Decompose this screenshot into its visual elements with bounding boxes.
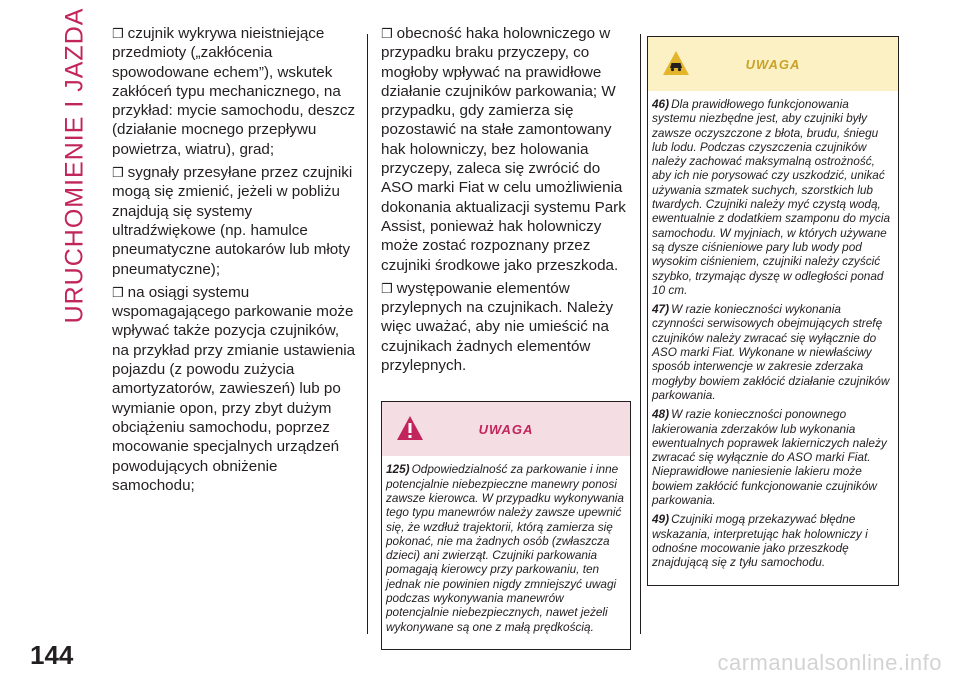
checkbox-bullet-icon: ❒ (381, 280, 393, 296)
warning-note: 125) Odpowiedzialność za parkowanie i inne potencjalnie niebezpieczne manewry ponosi zawsze kierowca. W przypadku wykonywania tego typu manewrów należy zawsze upewnić się, że wzdłuż trajektorii, którą zamierza się pokonać, nie ma żadnych osób (zwłaszcza dzieci) ani zwierząt. Czujniki parkowania pomagają kierowcy przy parkowaniu, ten jednak nie powinien nigdy zmniejszyć uwagi podczas wykonywania manewrów potencjalnie niebezpiecznych, nawet jeżeli wykonywane są one z małą prędkością. (386, 462, 624, 634)
warning-note: 47) W razie konieczności wykonania czynności serwisowych obejmujących strefę czujników należy zwracać się wyłącznie do ASO marki Fiat. Wykonane w niewłaściwy sposób interwencje w zakresie zderzaka mogłyby bowiem zakłócić działanie czujników parkowania. (652, 302, 890, 402)
warning-header (648, 37, 898, 91)
car-skid-warning-icon (662, 49, 690, 77)
column-1 (112, 24, 357, 499)
warning-note: 48) W razie konieczności ponownego lakierowania zderzaków lub wykonania ewentualnych poprawek lakierniczych należy zwracać się wyłącznie do ASO marki Fiat. Nieprawidłowe naniesienie lakieru może bowiem zakłócić funkcjonowanie czujników parkowania. (652, 407, 887, 508)
section-title-text: URUCHOMIENIE I JAZDA (60, 7, 89, 323)
warning-body (648, 91, 898, 585)
warning-header (382, 402, 630, 456)
checkbox-bullet-icon: ❒ (112, 165, 124, 181)
warning-title: UWAGA (745, 56, 801, 72)
column-divider (367, 34, 368, 634)
section-title (48, 7, 102, 323)
warning-box-sensors (647, 36, 899, 586)
warning-title: UWAGA (478, 421, 534, 437)
bullet-paragraph: ❒ występowanie elementów przylepnych na czujnikach. Należy więc uważać, aby nie umieścić na czujnikach żadnych elementów przylepnych. (381, 279, 614, 375)
checkbox-bullet-icon: ❒ (112, 284, 124, 300)
warning-note: 46) Dla prawidłowego funkcjonowania systemu niezbędne jest, aby czujniki były zawsze oczyszczone z błota, brudu, śniegu lub lodu. Podczas czyszczenia czujników należy zachować maksymalną ostrożność, aby ich nie porysować czy uszkodzić, unikać używania szmatek suchych, szorstkich lub twardych. Czujniki należy myć czystą wodą, ewentualnie z dodatkiem szamponu do mycia samochodu. W myjniach, w których używane są dysze ciśnieniowe pary lub wody pod wysokim ciśnieniem, czujniki należy czyścić szybko, trzymając dyszę w odległości ponad 10 cm. (652, 97, 891, 297)
checkbox-bullet-icon: ❒ (381, 26, 393, 41)
bullet-paragraph: ❒ sygnały przesyłane przez czujniki mogą się zmienić, jeżeli w pobliżu znajdują się systemy ultradźwiękowe (np. hamulce pneumatyczne autokarów lub młoty pneumatyczne); (112, 164, 353, 278)
checkbox-bullet-icon: ❒ (112, 26, 124, 41)
warning-body (382, 456, 630, 649)
warning-note: 49) Czujniki mogą przekazywać błędne wskazania, interpretując hak holowniczy i odnośne mocowanie jako przeszkodę znajdującą się z tyłu samochodu. (652, 512, 868, 570)
bullet-paragraph: ❒ na osiągi systemu wspomagającego parkowanie może wpływać także pozycja czujników, na przykład przy zmianie ustawienia pojazdu (z powodu zużycia amortyzatorów, zawieszeń) lub po wymianie opon, przy zbyt dużym obciążeniu samochodu, poprzez mocowanie specjalnych urządzeń powodujących obniżenie samochodu; (112, 283, 356, 494)
bullet-paragraph: ❒ obecność haka holowniczego w przypadku braku przyczepy, co mogłoby wpływać na prawidłowe działanie czujników parkowania; W przypadku, gdy zamierza się pozostawić na stałe zamontowany hak holowniczy, bez holowania przyczepy, zaleca się zwrócić do ASO marki Fiat w celu umożliwienia dokonania aktualizacji systemu Park Assist, ponieważ hak holowniczy może zostać rozpoznany przez czujniki środkowe jako przeszkoda. (381, 25, 626, 274)
column-divider (640, 34, 641, 634)
page-number: 144 (30, 640, 74, 670)
warning-triangle-icon (396, 414, 424, 442)
column-2 (381, 24, 631, 650)
watermark: carmanualsonline.info (717, 650, 942, 675)
bullet-paragraph: ❒ czujnik wykrywa nieistniejące przedmioty („zakłócenia spowodowane echem”), wskutek zakłóceń typu mechanicznego, na przykład: mycie samochodu, deszcz (działanie mocnego przepływu powietrza, wiatru), grad; (112, 25, 356, 158)
column-3 (647, 36, 899, 586)
warning-box-safety (381, 401, 631, 650)
